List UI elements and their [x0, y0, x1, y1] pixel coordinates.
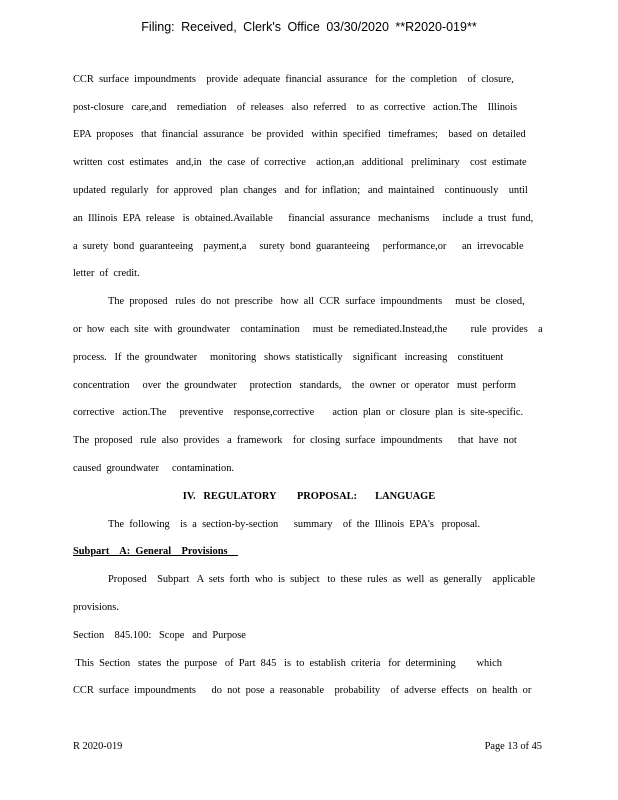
footer-page-number: Page 13 of 45 — [484, 741, 542, 752]
para1-line-3: EPA proposes that financial assurance be provided within specified timeframes; based on detailed — [73, 129, 526, 140]
para2-line-7: caused groundwater contamination. — [73, 463, 235, 474]
para1-line-8: letter of credit. — [73, 268, 140, 279]
para4-line-2: CCR surface impoundments do not pose a reasonable probability of adverse effects on health or — [73, 685, 532, 696]
para1-line-4: written cost estimates and,in the case of corrective action,an additional preliminary cost estimate — [73, 157, 527, 168]
para1-line-5: updated regularly for approved plan changes and for inflation; and maintained continuously until — [73, 185, 528, 196]
para1-line-6: an Illinois EPA release is obtained.Available financial assurance mechanisms include a trust fund, — [73, 213, 534, 224]
para2-line-5: corrective action.The preventive response,corrective action plan or closure plan is site-specific. — [73, 407, 524, 418]
intro-line: The following is a section-by-section summary of the Illinois EPA's proposal. — [108, 519, 481, 530]
para1-line-2: post-closure care,and remediation of releases also referred to as corrective action.The Illinois — [73, 102, 518, 113]
para2-line-3: process. If the groundwater monitoring shows statistically significant increasing constituent — [73, 352, 504, 363]
para4-line-1: This Section states the purpose of Part 845 is to establish criteria for determining which — [73, 658, 502, 669]
para1-line-7: a surety bond guaranteeing payment,a surety bond guaranteeing performance,or an irrevocable — [73, 241, 524, 252]
section-heading: IV. REGULATORY PROPOSAL: LANGUAGE — [182, 491, 436, 502]
para3-line-2: provisions. — [73, 602, 119, 613]
para2-line-4: concentration over the groundwater protection standards, the owner or operator must perform — [73, 380, 516, 391]
para3-line-1: Proposed Subpart A sets forth who is subject to these rules as well as generally applicable — [108, 574, 536, 585]
footer-docket: R 2020-019 — [73, 741, 123, 752]
para2-line-1: The proposed rules do not prescribe how all CCR surface impoundments must be closed, — [108, 296, 525, 307]
filing-header: Filing: Received, Clerk's Office 03/30/2020 **R2020-019** — [141, 20, 477, 34]
subpart-heading: Subpart A: General Provisions — [73, 546, 238, 557]
section-title: Section 845.100: Scope and Purpose — [73, 630, 246, 641]
para1-line-1: CCR surface impoundments provide adequate financial assurance for the completion of closure, — [73, 74, 514, 85]
para2-line-6: The proposed rule also provides a framework for closing surface impoundments that have not — [73, 435, 517, 446]
para2-line-2: or how each site with groundwater contamination must be remediated.Instead,the rule provides a — [73, 324, 543, 335]
